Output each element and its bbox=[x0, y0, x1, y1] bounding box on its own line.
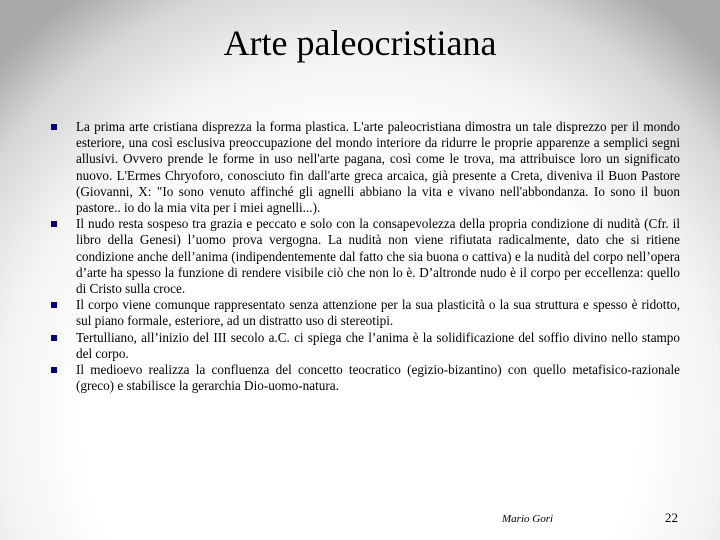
bullet-item bbox=[50, 216, 680, 297]
bullet-item bbox=[50, 119, 680, 216]
bullet-text: Il nudo resta sospeso tra grazia e peccato e solo con la consapevolezza della propria condizione di nudità (Cfr. il libro della Genesi) l’uomo prova vergogna. La nudità non viene rifiutata radicalmente, dato che si ritiene condizione anche dell’anima (indipendentemente dal fatto che sia buona o cattiva) e la nudità del corpo nell’opera d’arte ha spesso la funzione di rendere visibile ciò che non lo è. D’altronde nudo è il corpo per eccellenza: quello di Cristo sulla croce. bbox=[76, 216, 680, 297]
bullet-item bbox=[50, 330, 680, 362]
slide-title: Arte paleocristiana bbox=[223, 23, 497, 63]
square-bullet-icon bbox=[51, 367, 57, 373]
bullet-text: Il medioevo realizza la confluenza del concetto teocratico (egizio-bizantino) con quello metafisico-razionale (greco) e stabilisce la gerarchia Dio-uomo-natura. bbox=[76, 362, 680, 394]
bullet-text: Il corpo viene comunque rappresentato senza attenzione per la sua plasticità o la sua struttura e spesso è ridotto, sul piano formale, esteriore, ad un distratto uso di stereotipi. bbox=[76, 297, 680, 329]
square-bullet-icon bbox=[51, 302, 57, 308]
bullet-list bbox=[50, 119, 680, 394]
square-bullet-icon bbox=[51, 124, 57, 130]
bullet-text: La prima arte cristiana disprezza la forma plastica. L'arte paleocristiana dimostra un tale disprezzo per il mondo esteriore, una così esclusiva preoccupazione del mondo interiore da ridurre le proprie apparenze a semplici segni allusivi. Ovvero prende le forme in uso nell'arte pagana, così come le trova, ma attribuisce loro un significato nuovo. L'Ermes Chryoforo, conosciuto fin dall'arte greca arcaica, già presente a Creta, diveniva il Buon Pastore (Giovanni, X: "Io sono venuto affinché gli agnelli abbiano la vita e vivano nell'abbondanza. Io sono il buon pastore.. io do la mia vita per i miei agnelli...). bbox=[76, 119, 680, 216]
square-bullet-icon bbox=[51, 221, 57, 227]
bullet-item bbox=[50, 297, 680, 329]
bullet-item bbox=[50, 362, 680, 394]
square-bullet-icon bbox=[51, 335, 57, 341]
bullet-text: Tertulliano, all’inizio del III secolo a.C. ci spiega che l’anima è la solidificazione del soffio divino nello stampo del corpo. bbox=[76, 329, 680, 361]
page-number: 22 bbox=[665, 510, 678, 525]
footer-author: Mario Gori bbox=[502, 513, 554, 525]
